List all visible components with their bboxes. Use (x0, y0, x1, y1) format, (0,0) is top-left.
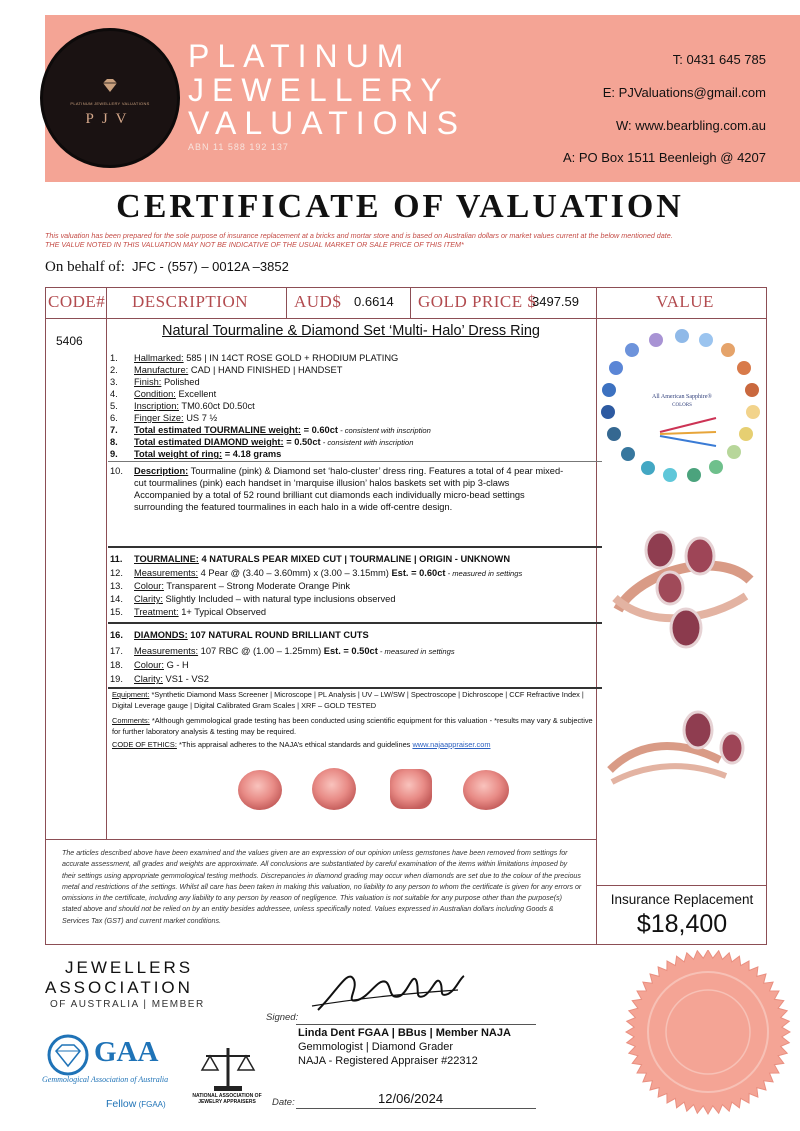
ja-logo-line-3: OF AUSTRALIA | MEMBER (50, 999, 205, 1010)
item-title: Natural Tourmaline & Diamond Set ‘Multi- Halo’ Dress Ring (162, 323, 540, 339)
contact-address: A: PO Box 1511 Beenleigh @ 4207 (562, 150, 766, 165)
header-code: CODE# (48, 292, 106, 311)
gaa-subtitle: Gemmological Association of Australia (42, 1075, 169, 1084)
row-text: CAD | HAND FINISHED | HANDSET (188, 365, 343, 375)
description-line-2: cut tourmalines (pink) each handset in ‘marquise illusion’ halos baskets set with pip 3-claws (134, 478, 510, 488)
row-label: Clarity: (134, 594, 163, 604)
brand-line-1: PLATINUM (188, 38, 412, 74)
row-text: Excellent (175, 389, 217, 399)
disclaimer-line-1: This valuation has been prepared for the sole purpose of insurance replacement at a bricks and mortar store and is based on Australian dollars or market values current at the below mentioned date. (45, 231, 673, 240)
description-line-1: Tourmaline (pink) & Diamond set ‘halo-cluster’ dress ring. Features a total of 4 pear mixed- (188, 466, 564, 476)
row-text: 107 NATURAL ROUND BRILLIANT CUTS (187, 630, 369, 640)
insurance-label: Insurance Replacement (610, 892, 754, 907)
row-number: 5. (110, 401, 118, 411)
equipment-text: *Synthetic Diamond Mass Screener | Microscope | PL Analysis | UV – LW/SW | Spectroscope | Dichroscope | CCF Refractive Index | Digital Leverage gauge | Digital Calibrated Gram Scales | XRF – GOLD TESTED (112, 690, 584, 710)
logo-monogram: PJV (85, 111, 135, 127)
row-number: 13. (110, 581, 123, 591)
fellow-label (106, 1098, 166, 1110)
row-text: 4 NATURALS PEAR MIXED CUT | TOURMALINE | ORIGIN - UNKNOWN (198, 554, 511, 564)
row-label: Finger Size: (134, 413, 184, 423)
row-text: 107 RBC @ (1.00 – 1.25mm) (198, 646, 324, 656)
row-number: 3. (110, 377, 118, 387)
signer-name: Linda Dent FGAA | BBus | Member NAJA (298, 1027, 511, 1039)
comments-note (112, 716, 602, 737)
row-label: Total estimated TOURMALINE weight: (134, 425, 302, 435)
aud-rate: 0.6614 (354, 294, 394, 309)
logo-tagline: PLATINUM JEWELLERY VALUATIONS (70, 101, 150, 106)
section-divider (108, 622, 602, 624)
row-text: 585 | IN 14CT ROSE GOLD + RHODIUM PLATING (183, 353, 399, 363)
row-label: Finish: (134, 377, 162, 387)
date-label: Date: (272, 1097, 295, 1108)
row-text: 4 Pear @ (3.40 – 3.60mm) x (3.00 – 3.15mm) (198, 568, 392, 578)
ring-photo-top (600, 510, 760, 660)
contact-phone: T: 0431 645 785 (672, 52, 766, 67)
row-label: Colour: (134, 660, 164, 670)
fellow-text: Fellow (106, 1098, 137, 1110)
naja-scales-icon (200, 1044, 256, 1092)
row-label: Colour: (134, 581, 164, 591)
row-note: - measured in settings (445, 569, 523, 578)
row-label: Treatment: (134, 607, 179, 617)
row-divider (108, 461, 602, 462)
ja-logo-line-1: JEWELLERS (65, 958, 194, 977)
ethics-text: *This appraisal adheres to the NAJA’s ethical standards and guidelines (176, 740, 413, 749)
row-number: 19. (110, 674, 123, 684)
embossed-seal (600, 950, 798, 1120)
naja-link[interactable]: www.najaappraiser.com (412, 740, 491, 749)
ethics-label: CODE OF ETHICS: (112, 740, 177, 749)
ring-photo-side (600, 700, 760, 810)
behalf-value: JFC - (557) – 0012A –3852 (132, 259, 289, 274)
signed-label: Signed: (266, 1012, 299, 1023)
ethics-note (112, 740, 602, 751)
signer-role-1: Gemmologist | Diamond Grader (298, 1041, 454, 1053)
row-number: 9. (110, 449, 118, 459)
row-number: 7. (110, 425, 118, 435)
gaa-logo-text: GAA (94, 1036, 159, 1068)
header-value: VALUE (656, 292, 714, 311)
ja-logo-line-2: ASSOCIATION (45, 978, 193, 997)
row-number: 11. (110, 554, 123, 564)
description-line-4: surrounding the featured tourmalines in each halo in a wide off-centre design. (134, 502, 453, 512)
row-label: TOURMALINE: (134, 554, 199, 564)
row-number: 2. (110, 365, 118, 375)
row-number: 1. (110, 353, 118, 363)
row-number: 6. (110, 413, 118, 423)
date-value: 12/06/2024 (378, 1091, 444, 1106)
insurance-value: $18,400 (636, 910, 728, 938)
row-text: TM0.60ct D0.50ct (178, 401, 255, 411)
sapphire-color-chart (598, 322, 766, 492)
row-text: Transparent – Strong Moderate Orange Pink (163, 581, 351, 591)
contact-web: W: www.bearbling.com.au (615, 118, 766, 133)
header-gold-price: GOLD PRICE $ (418, 292, 537, 311)
row-note: - consistent with inscription (337, 426, 431, 435)
behalf-label: On behalf of: (45, 259, 125, 275)
description-line-3: Accompanied by a total of 52 round brilliant cut diamonds each individually micro-bead settings (134, 490, 525, 500)
signature (308, 960, 468, 1020)
section-divider (108, 687, 602, 689)
header-aud: AUD$ (294, 292, 342, 311)
brand-line-3: VALUATIONS (188, 105, 466, 141)
equipment-note (112, 690, 602, 711)
row-text: = 0.50ct (283, 437, 321, 447)
fellow-abbrev: (FGAA) (136, 1100, 166, 1109)
row-note: - measured in settings (377, 647, 455, 656)
certificate-title: CERTIFICATE OF VALUATION (116, 188, 684, 225)
comments-label: Comments: (112, 716, 150, 725)
row-label: Description: (134, 466, 189, 476)
section-divider (108, 546, 602, 548)
gem-icon (101, 79, 119, 93)
date-line (296, 1108, 536, 1109)
row-label: Hallmarked: (134, 353, 184, 363)
row-number: 4. (110, 389, 118, 399)
row-number: 14. (110, 594, 123, 604)
row-text: = 0.60ct (301, 425, 338, 435)
pjv-logo (40, 28, 180, 168)
signature-line (296, 1024, 536, 1025)
color-chart-title: All American Sapphire® (652, 394, 712, 400)
brand-line-2: JEWELLERY (188, 72, 450, 108)
disclaimer-line-2: THE VALUE NOTED IN THIS VALUATION MAY NOT BE INDICATIVE OF THE USUAL MARKET OR SALE PRICE OF THIS ITEM* (45, 240, 464, 249)
row-estimate: Est. = 0.50ct (323, 646, 378, 656)
row-number: 10. (110, 466, 123, 476)
row-number: 8. (110, 437, 118, 447)
row-number: 16. (110, 630, 123, 640)
row-text: Polished (161, 377, 200, 387)
row-text: Slightly Included – with natural type inclusions observed (162, 594, 396, 604)
row-label: Manufacture: (134, 365, 189, 375)
row-label: Clarity: (134, 674, 163, 684)
row-text: G - H (163, 660, 189, 670)
row-number: 18. (110, 660, 123, 670)
abn-number: ABN 11 588 192 137 (188, 142, 289, 152)
comments-text: *Although gemmological grade testing has been conducted using scientific equipment for this valuation - *results may vary & subjective for further laboratory analysis & testing may be required. (112, 716, 593, 736)
row-text: = 4.18 grams (222, 449, 282, 459)
contact-email: E: PJValuations@gmail.com (602, 85, 766, 100)
gold-price: 3497.59 (532, 294, 579, 309)
row-text: US 7 ½ (183, 413, 218, 423)
row-number: 17. (110, 646, 123, 656)
equipment-label: Equipment: (112, 690, 150, 699)
row-label: Measurements: (134, 568, 199, 578)
row-label: DIAMONDS: (134, 630, 188, 640)
loose-stones-photo (222, 764, 522, 814)
row-label: Total estimated DIAMOND weight: (134, 437, 284, 447)
row-text: VS1 - VS2 (162, 674, 209, 684)
header-description: DESCRIPTION (132, 292, 249, 311)
row-label: Measurements: (134, 646, 199, 656)
row-label: Total weight of ring: (134, 449, 223, 459)
naja-logo-text: NATIONAL ASSOCIATION OF JEWELRY APPRAISERS (192, 1093, 262, 1105)
gaa-diamond-icon (44, 1034, 92, 1076)
signer-role-2: NAJA - Registered Appraiser #22312 (298, 1055, 478, 1067)
valuation-disclaimer: The articles described above have been examined and the values given are an expression of our opinion unless gemstones have been removed from settings for accurate assessment, all grades and weights are approximate. All conclusions are substantiated by careful examination of the items within limitations imposed by their settings using appropriate gemmological testing methods. Discrepancies in diamond grading may occur when diamonds are set due to the colour of the precious metal and restrictions of the settings. Whilst all care has been taken in making this valuation, no liability to any person to whom the certificate is given for any errors or omissions in the certificate, including any liability to any person by reason of negligence. This valuation is not suitable for any purpose other than the purpose(s) stated above and should not be relied on by an entity besides addressee, unless specifically noted. Values expressed in Australian dollars including Goods & Services Tax (GST) and current market conditions. (62, 849, 582, 925)
item-code: 5406 (56, 334, 83, 348)
row-label: Condition: (134, 389, 176, 399)
row-number: 15. (110, 607, 123, 617)
row-estimate: Est. = 0.60ct (391, 568, 446, 578)
row-label: Inscription: (134, 401, 179, 411)
color-chart-subtitle: COLORS (672, 403, 692, 408)
row-note: - consistent with inscription (320, 438, 414, 447)
row-text: 1+ Typical Observed (178, 607, 267, 617)
row-number: 12. (110, 568, 123, 578)
